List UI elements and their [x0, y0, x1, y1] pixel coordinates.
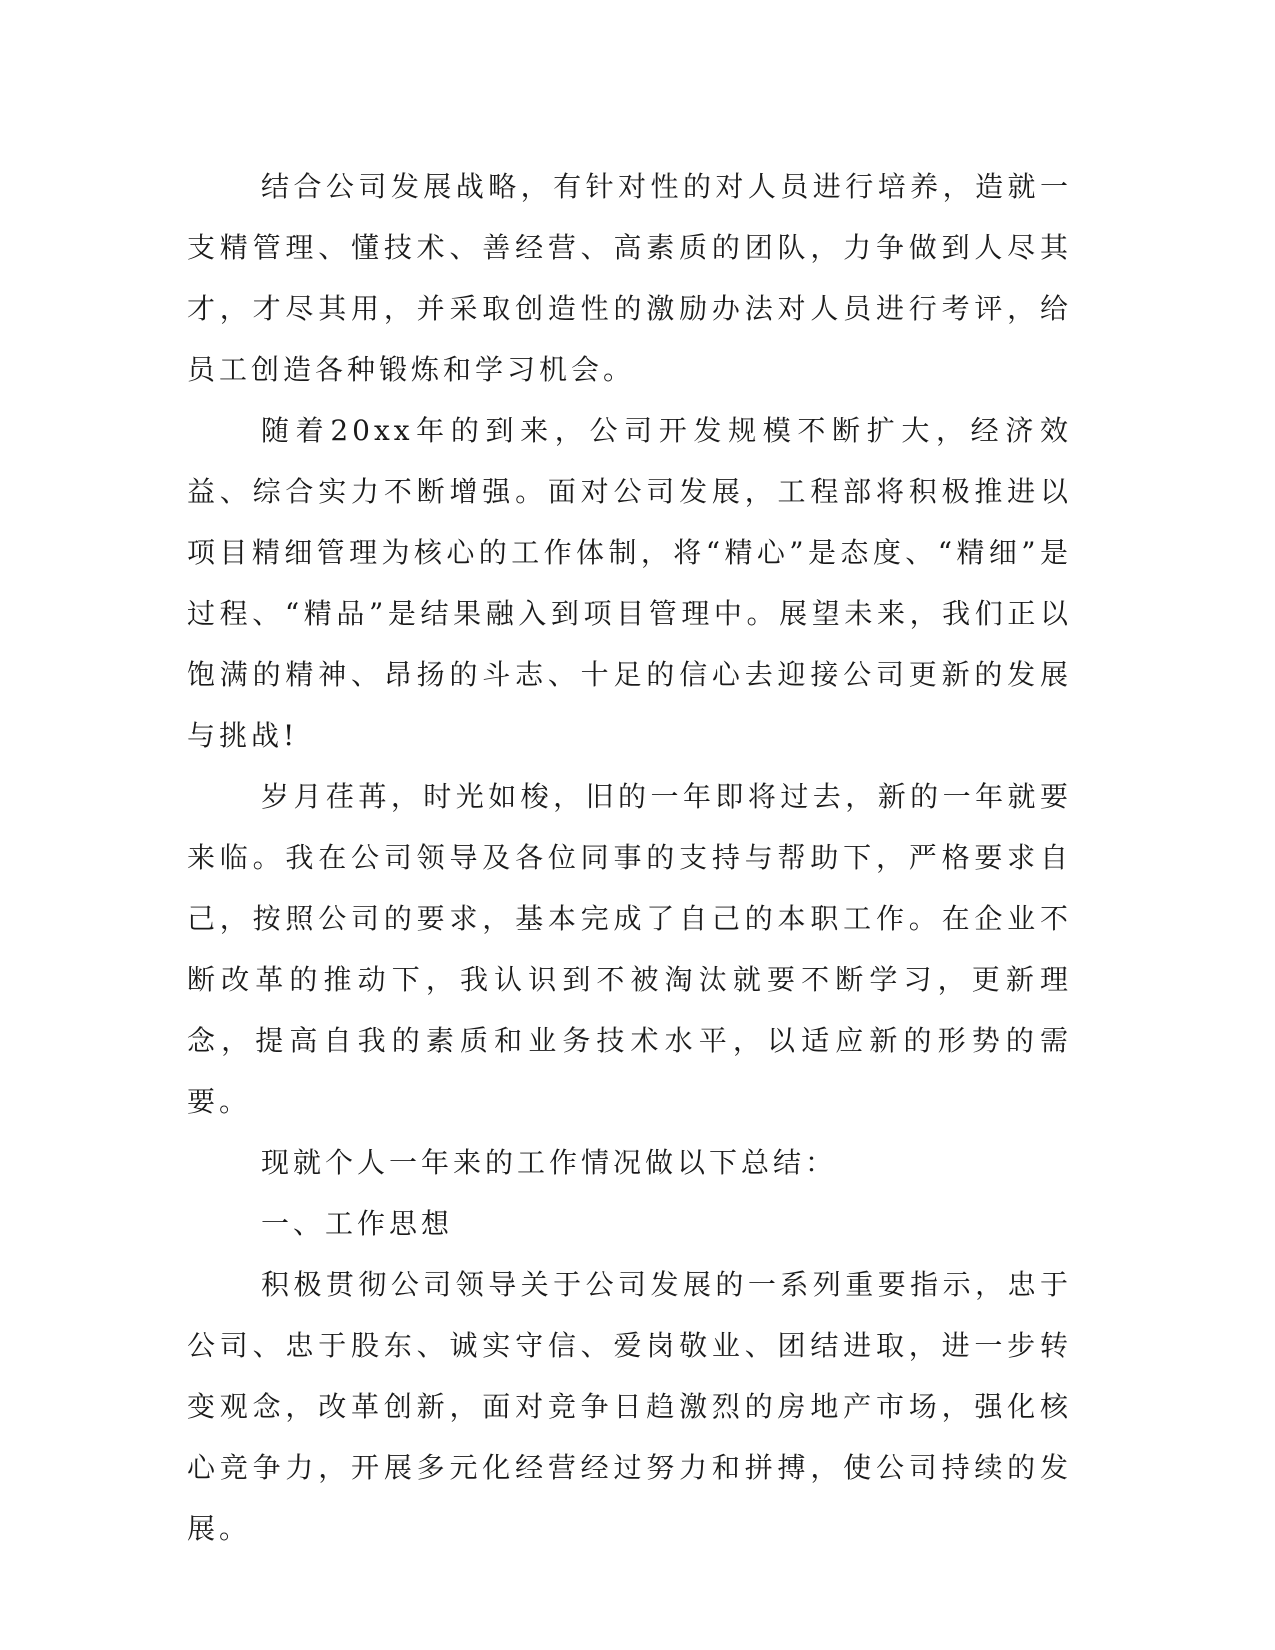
- document-body: [187, 156, 1072, 1559]
- paragraph-year-end: 岁月荏苒，时光如梭，旧的一年即将过去，新的一年就要来临。我在公司领导及各位同事的支持与帮助下，严格要求自己，按照公司的要求，基本完成了自己的本职工作。在企业不断改革的推动下，我认识到不被淘汰就要不断学习，更新理念，提高自我的素质和业务技术水平，以适应新的形势的需要。: [187, 780, 1072, 1118]
- paragraph-summary-intro: 现就个人一年来的工作情况做以下总结：: [261, 1146, 838, 1179]
- section-heading-work-thought: 一、工作思想: [261, 1207, 454, 1240]
- paragraph-outlook: 随着20xx年的到来，公司开发规模不断扩大，经济效益、综合实力不断增强。面对公司发展，工程部将积极推进以项目精细管理为核心的工作体制，将“精心”是态度、“精细”是过程、“精品”是结果融入到项目管理中。展望未来，我们正以饱满的精神、昂扬的斗志、十足的信心去迎接公司更新的发展与挑战!: [187, 414, 1072, 752]
- paragraph-work-thought: 积极贯彻公司领导关于公司发展的一系列重要指示，忠于公司、忠于股东、诚实守信、爱岗敬业、团结进取，进一步转变观念，改革创新，面对竞争日趋激烈的房地产市场，强化核心竞争力，开展多元化经营经过努力和拼搏，使公司持续的发展。: [187, 1268, 1072, 1545]
- paragraph-training: 结合公司发展战略，有针对性的对人员进行培养，造就一支精管理、懂技术、善经营、高素质的团队，力争做到人尽其才，才尽其用，并采取创造性的激励办法对人员进行考评，给员工创造各种锻炼和学习机会。: [187, 170, 1072, 386]
